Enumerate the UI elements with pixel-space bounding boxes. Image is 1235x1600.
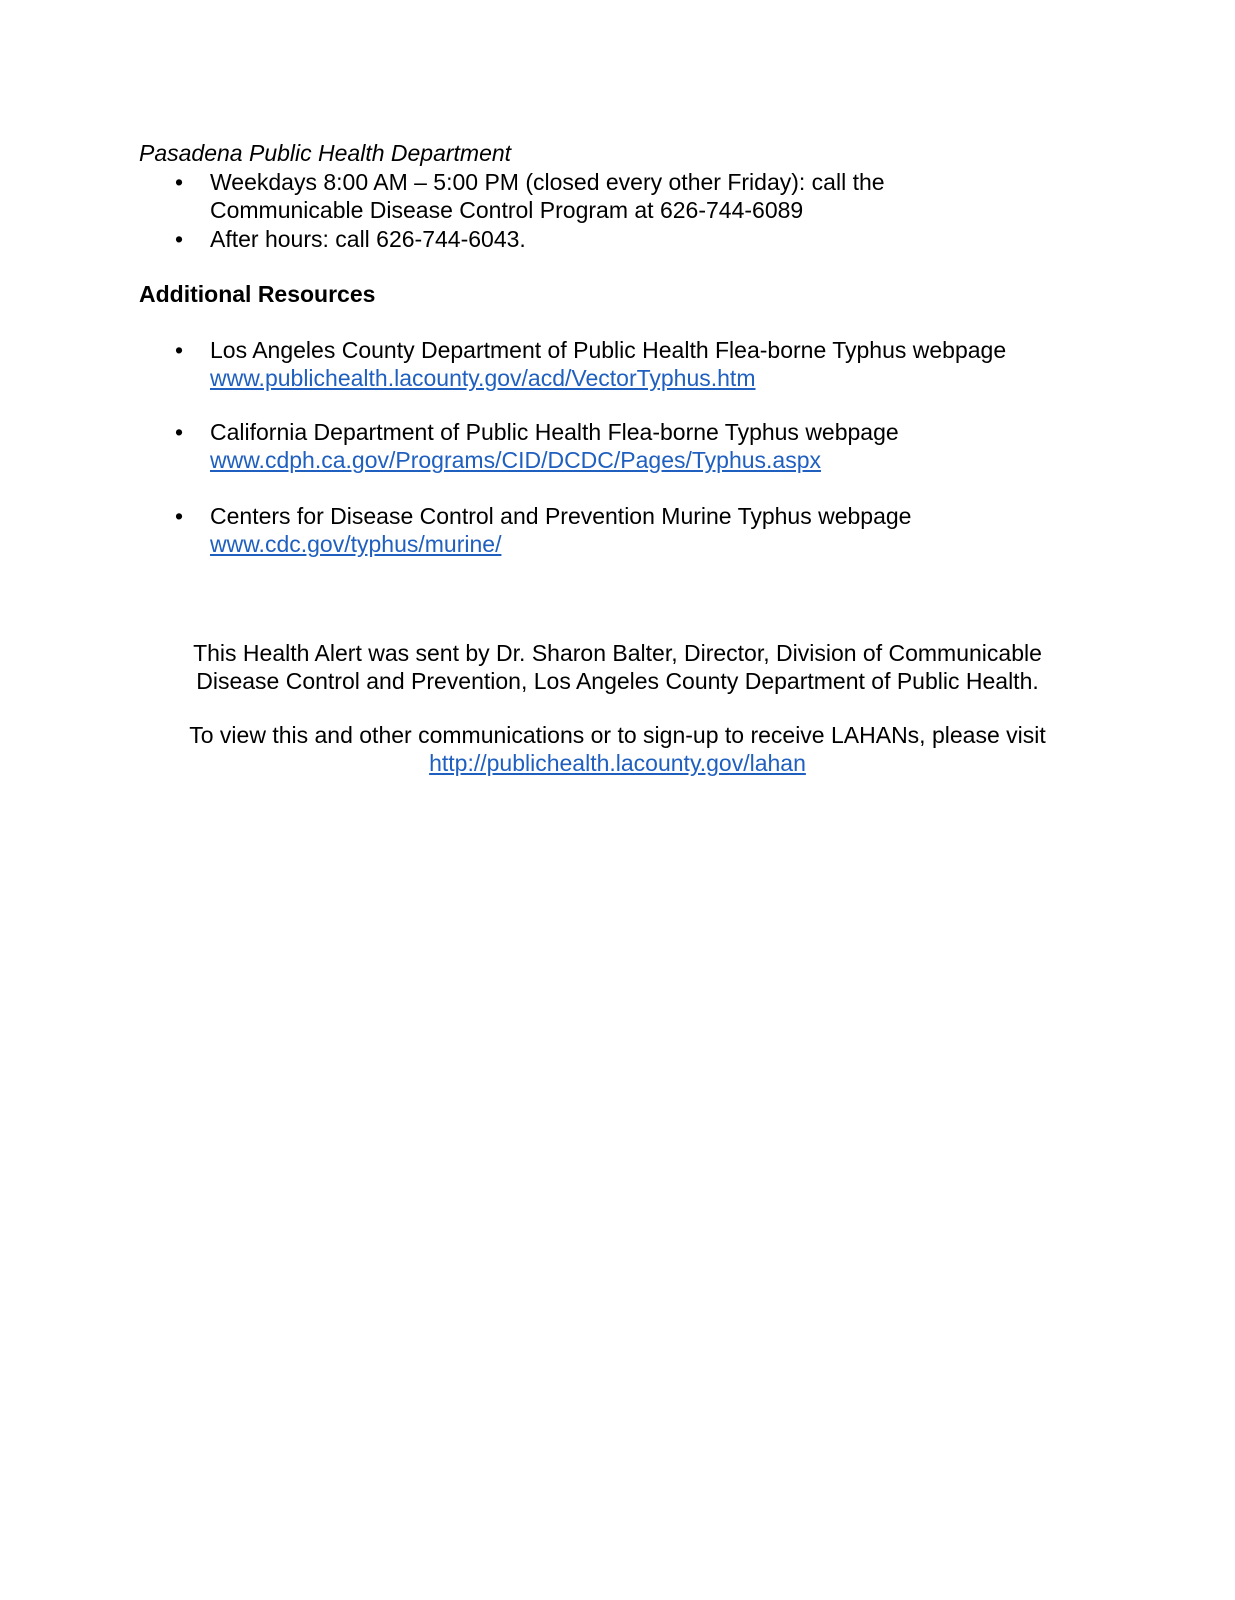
pasadena-weekdays-line1: Weekdays 8:00 AM – 5:00 PM (closed every other Friday): call the [210, 169, 885, 195]
resources-heading: Additional Resources [139, 281, 376, 307]
bullet-marker: • [175, 169, 184, 195]
bullet-marker: • [175, 337, 184, 363]
sent-by-line1: This Health Alert was sent by Dr. Sharon Balter, Director, Division of Communicable [193, 640, 1042, 666]
resource-lacounty-text: Los Angeles County Department of Public Health Flea-borne Typhus webpage [210, 337, 1007, 363]
resource-cdc-link[interactable]: www.cdc.gov/typhus/murine/ [210, 531, 502, 557]
resource-cdc-text: Centers for Disease Control and Prevention Murine Typhus webpage [210, 503, 912, 529]
pasadena-weekdays-line2: Communicable Disease Control Program at 626-744-6089 [210, 197, 804, 223]
bullet-marker: • [175, 419, 184, 445]
resource-cdph-text: California Department of Public Health Flea-borne Typhus webpage [210, 419, 899, 445]
pasadena-after-hours: After hours: call 626-744-6043. [210, 226, 526, 252]
resource-cdph-link[interactable]: www.cdph.ca.gov/Programs/CID/DCDC/Pages/Typhus.aspx [210, 447, 822, 473]
sent-by-line2: Disease Control and Prevention, Los Angeles County Department of Public Health. [196, 668, 1039, 694]
bullet-marker: • [175, 226, 184, 252]
visit-line: To view this and other communications or to sign-up to receive LAHANs, please visit [189, 722, 1046, 748]
resource-lacounty-link[interactable]: www.publichealth.lacounty.gov/acd/VectorTyphus.htm [210, 365, 756, 391]
bullet-marker: • [175, 503, 184, 529]
lahan-link[interactable]: http://publichealth.lacounty.gov/lahan [429, 750, 806, 776]
pasadena-heading: Pasadena Public Health Department [139, 140, 512, 166]
